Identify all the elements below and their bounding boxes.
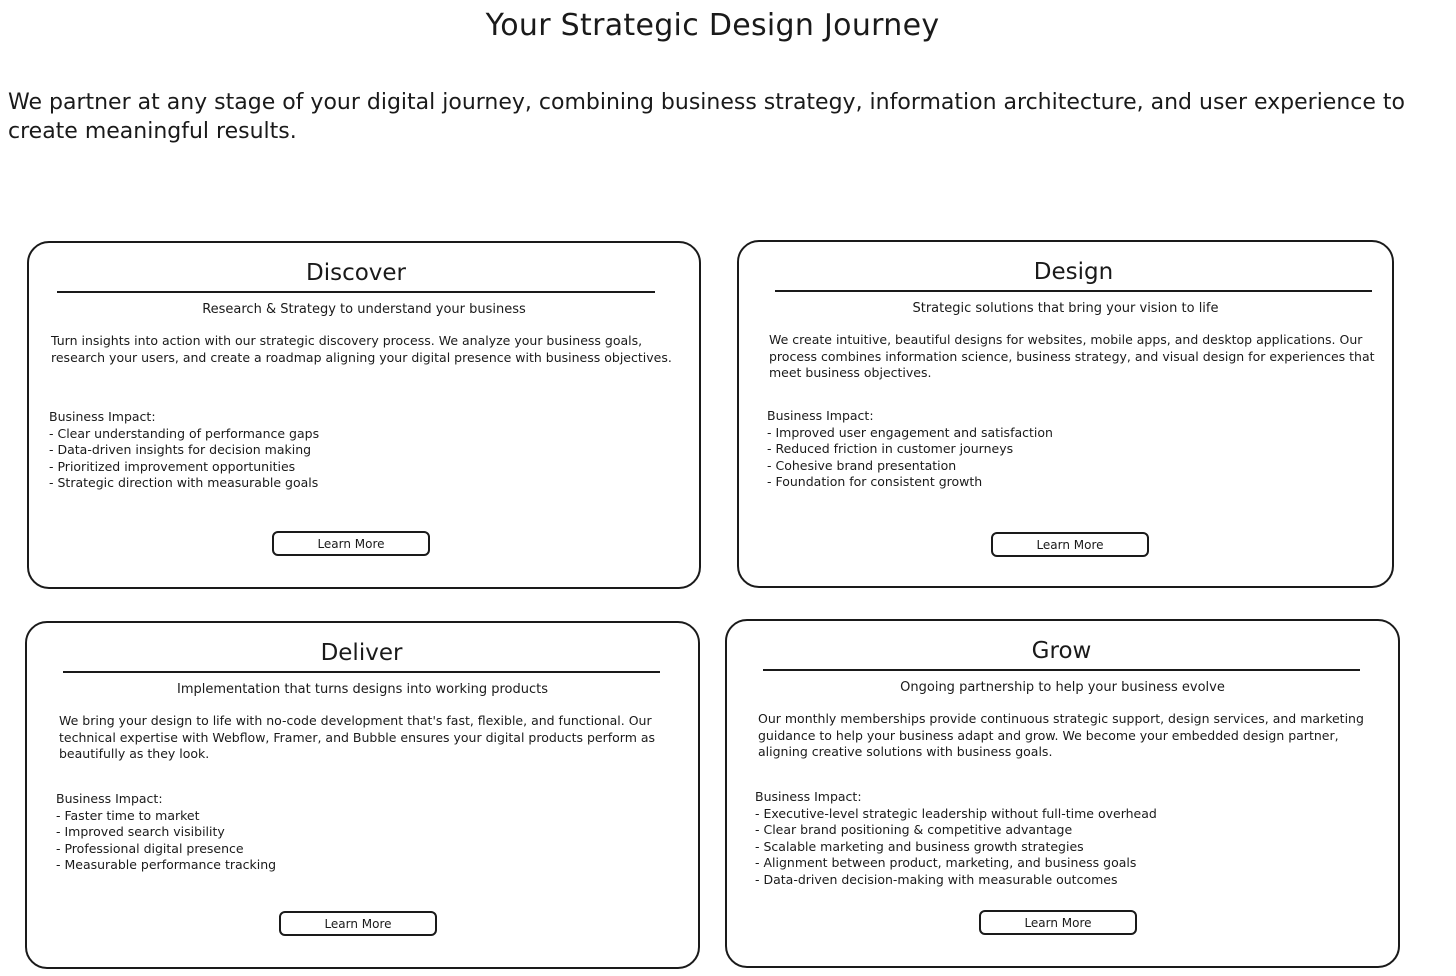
impact-list (755, 806, 1378, 889)
card-subtitle: Ongoing partnership to help your business evolve (900, 680, 1225, 695)
impact-heading: Business Impact: (56, 791, 163, 806)
card-design (737, 240, 1394, 588)
card-description: Turn insights into action with our strategic discovery process. We analyze your business goals, research your users, and create a roadmap aligning your digital presence with business objectives. (51, 333, 672, 365)
card-description: We create intuitive, beautiful designs for websites, mobile apps, and desktop applications. Our process combines information science, business strategy, and visual design for experiences that meet business objectives. (769, 332, 1375, 381)
impact-item: - Clear brand positioning & competitive advantage (755, 822, 1073, 838)
card-subtitle: Research & Strategy to understand your business (202, 302, 526, 317)
card-subtitle: Implementation that turns designs into working products (176, 682, 549, 697)
impact-list (56, 808, 678, 874)
impact-heading: Business Impact: (767, 408, 874, 423)
learn-more-button[interactable]: Learn More (991, 532, 1149, 557)
intro-text: We partner at any stage of your digital journey, combining business strategy, information architecture, and user experience to create meaningful results. (8, 90, 1405, 144)
card-title: Discover (57, 257, 655, 293)
impact-heading: Business Impact: (49, 409, 156, 424)
impact-item: - Foundation for consistent growth (767, 474, 983, 490)
impact-item: - Professional digital presence (56, 840, 244, 856)
impact-item: - Cohesive brand presentation (767, 457, 957, 473)
card-title: Deliver (63, 637, 660, 673)
card-subtitle: Strategic solutions that bring your vision to life (912, 301, 1219, 316)
card-description: Our monthly memberships provide continuous strategic support, design services, and marketing guidance to help your business adapt and grow. We become your embedded design partner, aligning creative solutions with business goals. (758, 711, 1364, 760)
impact-item: - Executive-level strategic leadership without full-time overhead (755, 805, 1157, 821)
impact-list (49, 426, 679, 492)
impact-item: - Data-driven decision-making with measurable outcomes (755, 871, 1118, 887)
impact-item: - Data-driven insights for decision making (49, 442, 312, 458)
learn-more-button[interactable]: Learn More (979, 910, 1137, 935)
business-impact (767, 408, 1372, 491)
card-title: Grow (763, 635, 1360, 671)
page-title: Your Strategic Design Journey (485, 8, 940, 43)
card-grow (725, 619, 1400, 968)
impact-item: - Faster time to market (56, 807, 200, 823)
impact-item: - Clear understanding of performance gaps (49, 425, 320, 441)
learn-more-button[interactable]: Learn More (272, 531, 430, 556)
impact-item: - Prioritized improvement opportunities (49, 458, 296, 474)
impact-item: - Reduced friction in customer journeys (767, 441, 1014, 457)
learn-more-button[interactable]: Learn More (279, 911, 437, 936)
card-discover (27, 241, 701, 589)
impact-item: - Strategic direction with measurable goals (49, 475, 319, 491)
card-title: Design (775, 256, 1372, 292)
card-deliver (25, 621, 700, 969)
business-impact (56, 791, 678, 874)
impact-item: - Improved search visibility (56, 824, 225, 840)
impact-item: - Measurable performance tracking (56, 857, 277, 873)
impact-item: - Alignment between product, marketing, and business goals (755, 855, 1137, 871)
impact-heading: Business Impact: (755, 789, 862, 804)
impact-item: - Improved user engagement and satisfaction (767, 424, 1053, 440)
impact-item: - Scalable marketing and business growth strategies (755, 838, 1084, 854)
business-impact (49, 409, 679, 492)
impact-list (767, 425, 1372, 491)
business-impact (755, 789, 1378, 889)
card-description: We bring your design to life with no-code development that's fast, flexible, and functional. Our technical expertise with Webflow, Framer, and Bubble ensures your digital products perform as beautifully as they look. (59, 713, 656, 762)
